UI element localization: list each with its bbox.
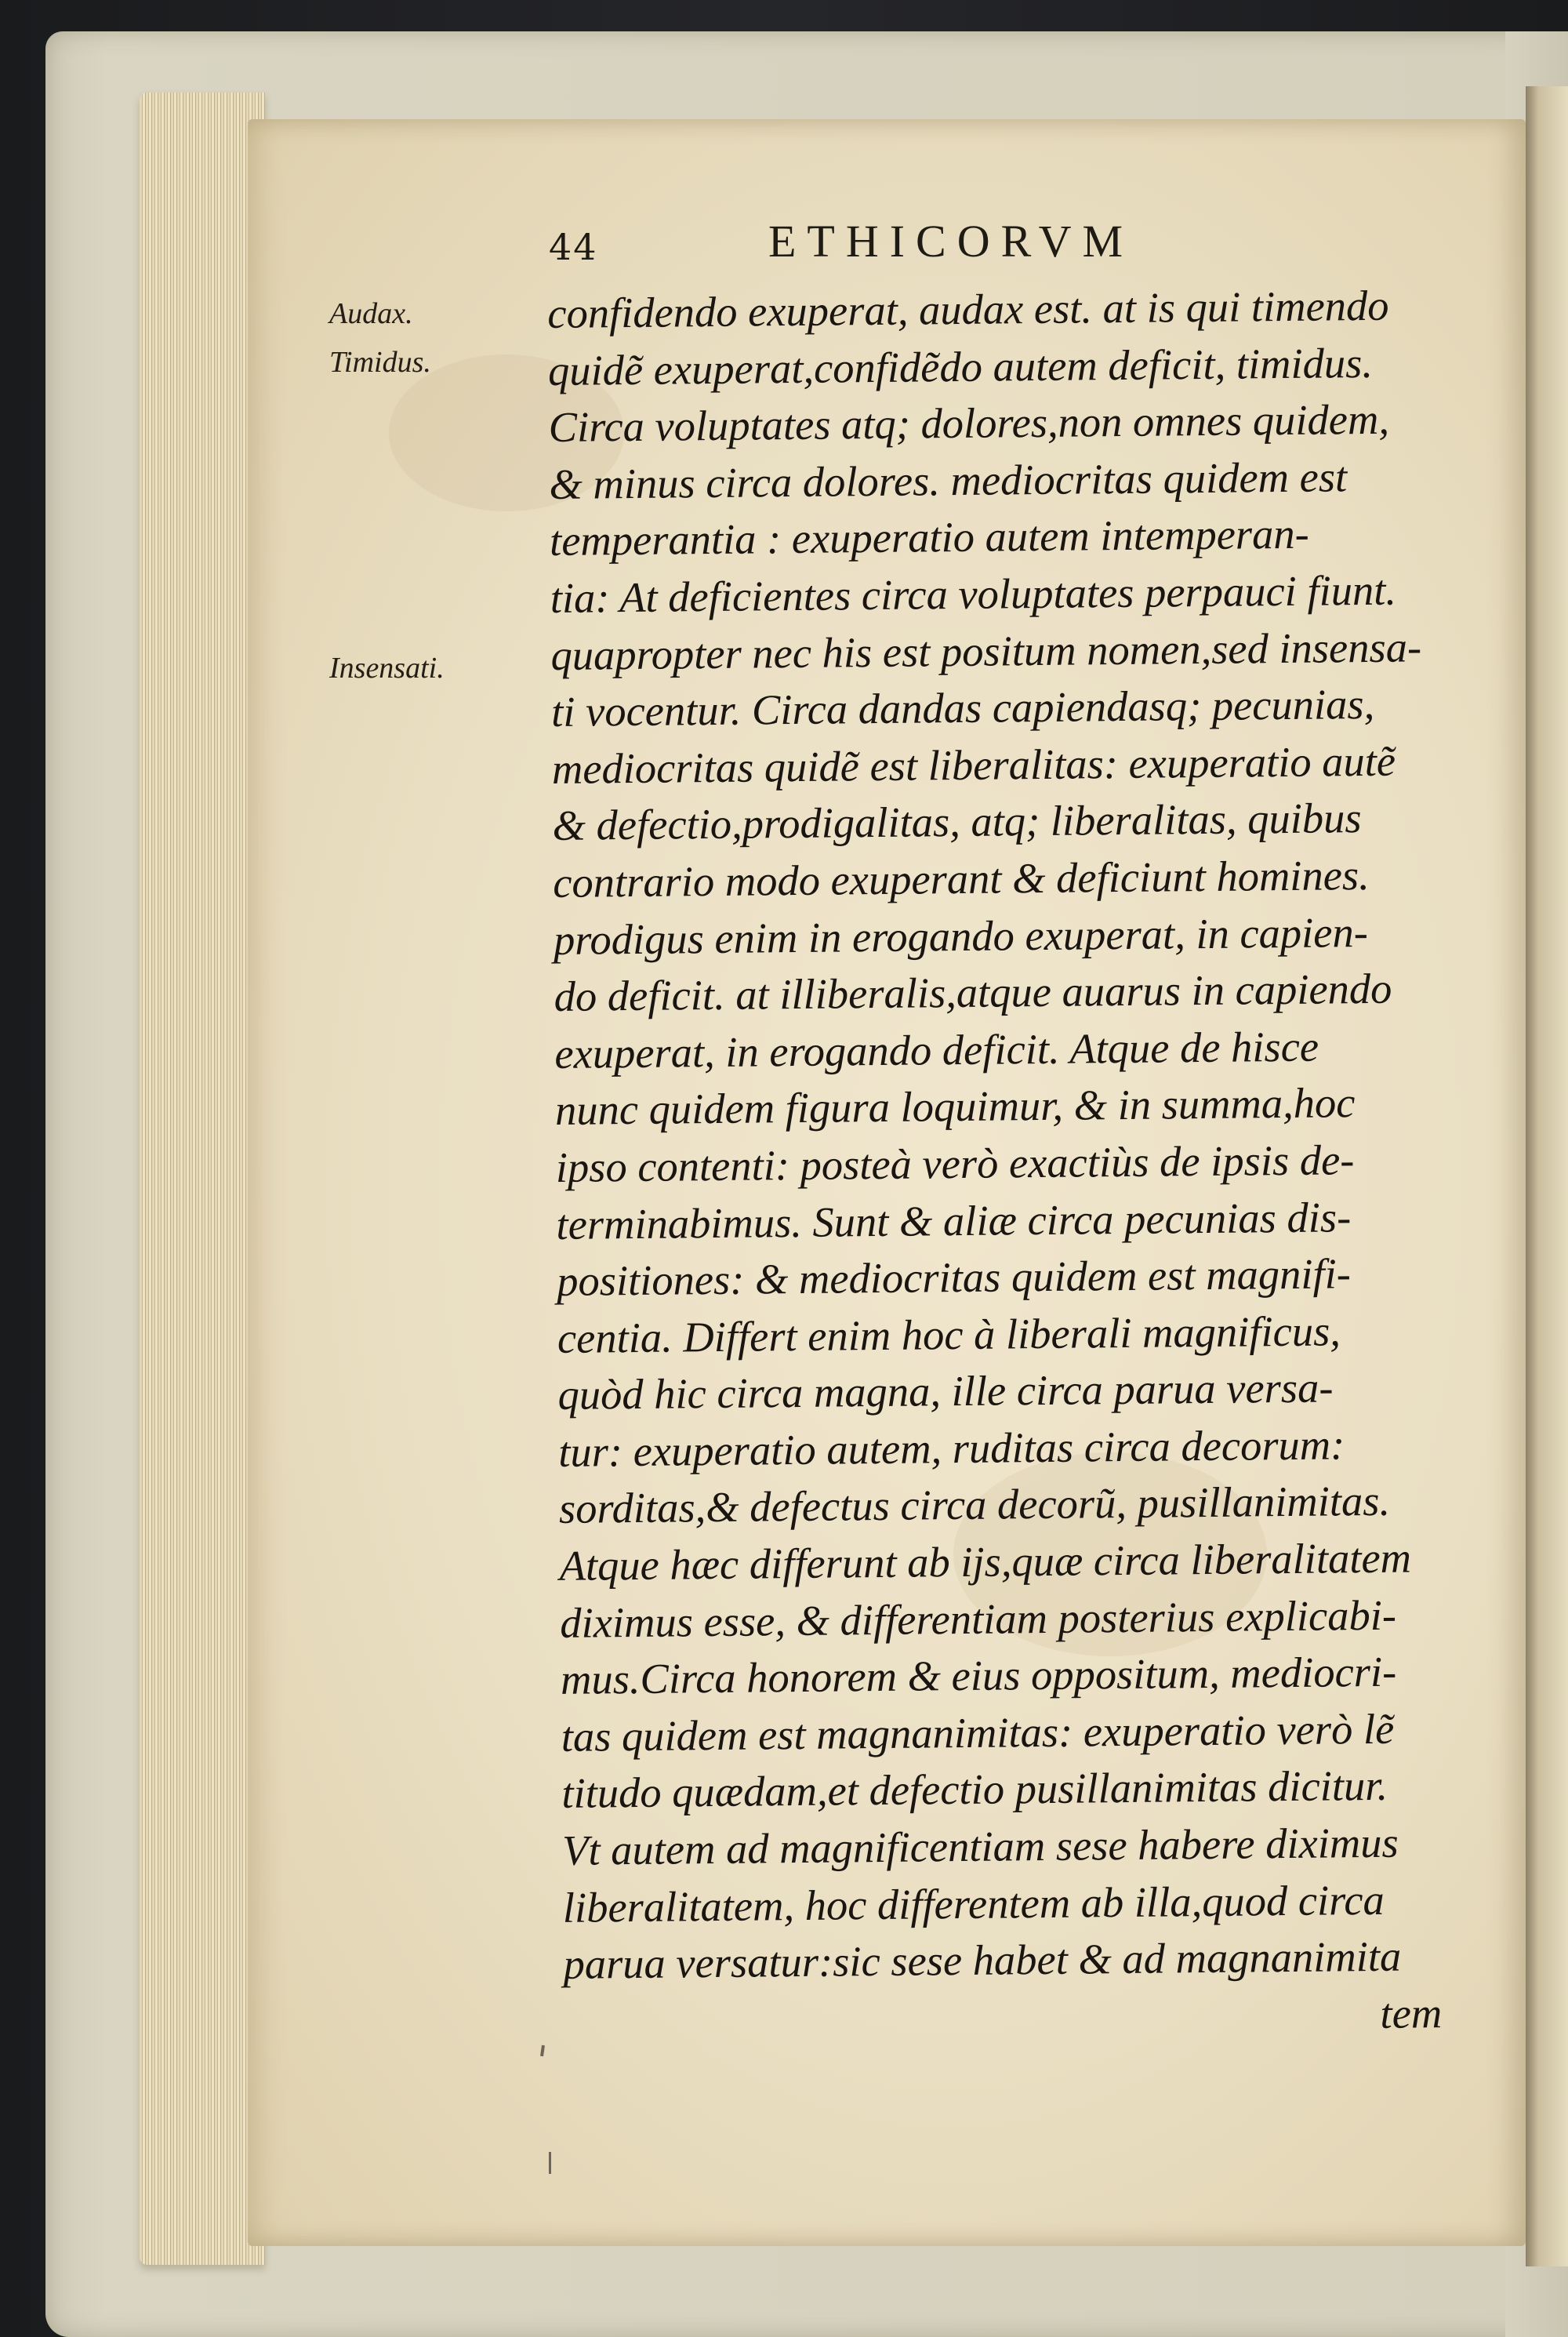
text-line: exuperat, in erogando deficit. Atque de hisce xyxy=(554,1022,1319,1078)
text-line: mus.Circa honorem & eius oppositum, mediocri- xyxy=(560,1647,1397,1704)
text-line: Vt autem ad magnificentiam sese habere diximus xyxy=(561,1818,1399,1874)
text-line: quidẽ exuperat,confidẽdo autem deficit, timidus. xyxy=(547,338,1374,394)
page-edges xyxy=(140,93,265,2265)
facing-page-edge xyxy=(1526,86,1568,2266)
text-line: confidendo exuperat, audax est. at is qui timendo xyxy=(547,281,1389,337)
text-line: sorditas,& defectus circa decorũ, pusillanimitas. xyxy=(558,1477,1391,1533)
text-line: prodigus enim in erogando exuperat, in capien- xyxy=(553,907,1369,964)
text-line: liberalitatem, hoc differentem ab illa,quod circa xyxy=(562,1875,1385,1932)
margin-note: Timidus. xyxy=(329,346,431,379)
running-title: ETHICORVM xyxy=(768,216,1134,267)
text-line: & defectio,prodigalitas, atq; liberalitas, quibus xyxy=(552,794,1362,850)
text-line: tas quidem est magnanimitas: exuperatio verò lẽ xyxy=(561,1704,1395,1761)
text-line: titudo quædam,et defectio pusillanimitas dicitur. xyxy=(561,1761,1388,1818)
margin-note: Audax. xyxy=(329,297,413,330)
text-line: ti vocentur. Circa dandas capiendasq; pecunias, xyxy=(550,680,1375,736)
text-line: positiones: & mediocritas quidem est magnifi- xyxy=(556,1249,1352,1306)
text-line: ipso contenti: posteà verò exactiùs de ipsis de- xyxy=(555,1136,1355,1191)
text-line: quòd hic circa magna, ille circa parua versa- xyxy=(557,1363,1334,1419)
text-line: terminabimus. Sunt & aliæ circa pecunias dis- xyxy=(556,1192,1352,1248)
text-line: Atque hæc differunt ab ijs,quæ circa liberalitatem xyxy=(559,1533,1412,1590)
pencil-mark xyxy=(549,2152,551,2174)
text-line: contrario modo exuperant & deficiunt homines. xyxy=(553,850,1370,907)
text-line: nunc quidem figura loquimur, & in summa,hoc xyxy=(554,1078,1356,1135)
running-head xyxy=(0,210,1568,281)
catchword: tem xyxy=(1380,1988,1443,2037)
text-line: Circa voluptates atq; dolores,non omnes quidem, xyxy=(548,394,1390,452)
text-line: diximus esse, & differentiam posterius explicabi- xyxy=(560,1590,1397,1647)
text-line: mediocritas quidẽ est liberalitas: exuperatio autẽ xyxy=(551,736,1396,793)
text-line: centia. Differt enim hoc à liberali magnificus, xyxy=(557,1307,1341,1362)
text-line: quapropter nec his est positum nomen,sed insensa- xyxy=(550,622,1422,679)
text-line: parua versatur:sic sese habet & ad magnanimita xyxy=(563,1932,1402,1989)
margin-note: Insensati. xyxy=(329,652,445,685)
text-line: do deficit. at illiberalis,atque auarus in capiendo xyxy=(554,964,1392,1021)
text-line: temperantia : exuperatio autem intemperan- xyxy=(549,510,1310,565)
text-line: tur: exuperatio autem, ruditas circa decorum: xyxy=(557,1420,1345,1476)
text-line: tia: At deficientes circa voluptates perpauci fiunt. xyxy=(550,565,1397,622)
text-line: & minus circa dolores. mediocritas quidem est xyxy=(549,452,1348,508)
page-number: 44 xyxy=(549,226,598,268)
body-text xyxy=(547,277,1450,2050)
